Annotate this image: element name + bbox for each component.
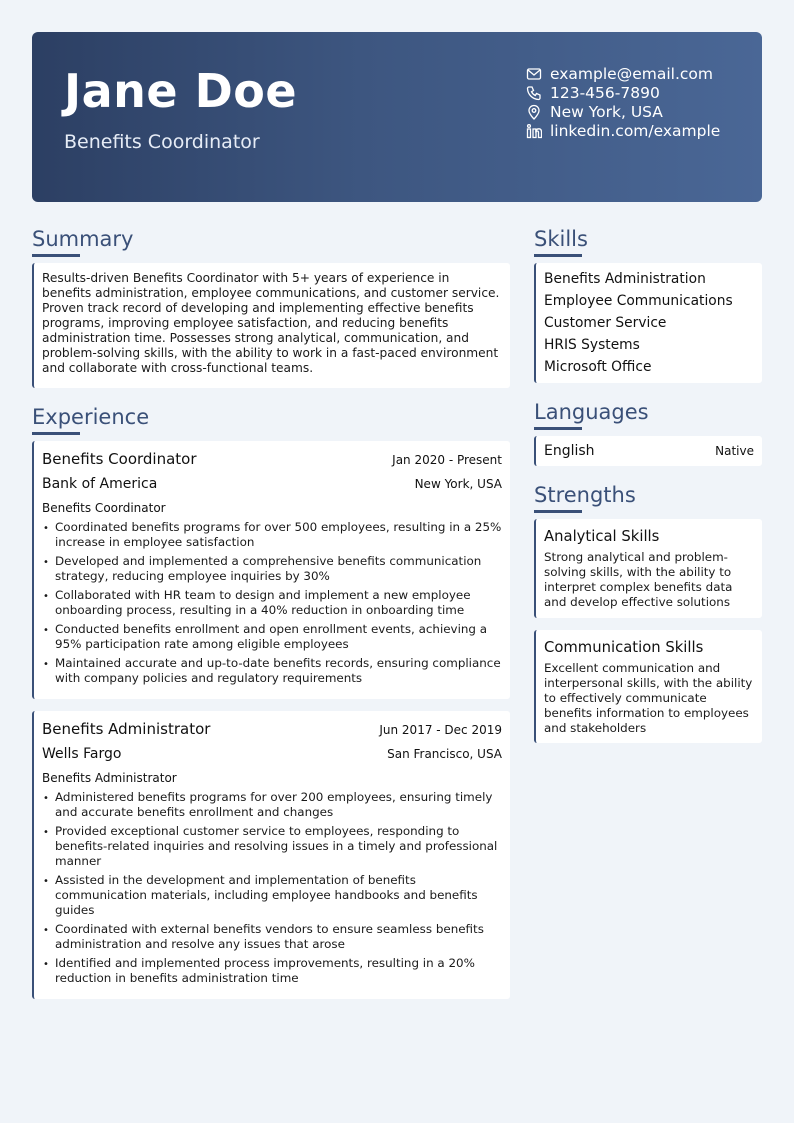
job-subtitle: Benefits Administrator (42, 771, 177, 785)
summary-heading: Summary (32, 227, 134, 251)
experience-heading: Experience (32, 405, 150, 429)
skill-item: Employee Communications (544, 293, 733, 309)
contact-phone-text: 123-456-7890 (550, 83, 660, 102)
job-dates: Jan 2020 - Present (392, 453, 502, 467)
job-bullet: • Provided exceptional customer service to employees, responding to benefits-related inquiries and resolving issues in a timely and professional manner (42, 824, 502, 869)
contact-list (526, 64, 720, 140)
linkedin-icon (526, 123, 542, 139)
job-bullet: • Assisted in the development and implementation of benefits communication materials, including employee handbooks and benefits guides (42, 873, 502, 918)
skill-item: Microsoft Office (544, 359, 652, 375)
skills-heading-rule (534, 254, 582, 257)
skills-card (534, 263, 762, 383)
job-subtitle: Benefits Coordinator (42, 501, 166, 515)
right-column (534, 226, 762, 743)
job-bullet: • Administered benefits programs for over 200 employees, ensuring timely and accurate benefits enrollment and changes (42, 790, 502, 820)
summary-heading-rule (32, 254, 80, 257)
job-bullets (42, 520, 502, 686)
job-bullet: • Coordinated with external benefits vendors to ensure seamless benefits administration and resolve any issues that arose (42, 922, 502, 952)
skill-item: HRIS Systems (544, 337, 640, 353)
skills-heading: Skills (534, 227, 588, 251)
job-bullet: • Conducted benefits enrollment and open enrollment events, achieving a 95% participation rate among eligible employees (42, 622, 502, 652)
language-level: Native (715, 444, 754, 458)
strength-card (534, 630, 762, 743)
job-company: Wells Fargo (42, 746, 122, 762)
phone-icon (526, 85, 542, 101)
strength-card (534, 519, 762, 618)
job-bullets (42, 790, 502, 986)
job-location: New York, USA (414, 477, 502, 491)
skill-item: Benefits Administration (544, 271, 706, 287)
job-bullet: • Coordinated benefits programs for over 500 employees, resulting in a 25% increase in employee satisfaction (42, 520, 502, 550)
job-dates: Jun 2017 - Dec 2019 (379, 723, 502, 737)
job-company: Bank of America (42, 476, 158, 492)
job-bullet: • Developed and implemented a comprehensive benefits communication strategy, reducing employee inquiries by 30% (42, 554, 502, 584)
contact-phone[interactable] (526, 83, 720, 102)
job-card (32, 711, 510, 999)
envelope-icon (526, 66, 542, 82)
job-location: San Francisco, USA (387, 747, 502, 761)
candidate-role: Benefits Coordinator (64, 131, 260, 153)
contact-linkedin[interactable] (526, 121, 720, 140)
job-card (32, 441, 510, 699)
language-name: English (544, 443, 595, 459)
job-title: Benefits Administrator (42, 720, 211, 738)
location-pin-icon (526, 104, 542, 120)
left-column (32, 226, 510, 999)
strengths-heading-rule (534, 510, 582, 513)
language-card (534, 436, 762, 466)
job-bullet: • Collaborated with HR team to design and implement a new employee onboarding process, resulting in a 40% reduction in onboarding time (42, 588, 502, 618)
languages-heading-rule (534, 427, 582, 430)
strength-title: Analytical Skills (544, 528, 660, 545)
languages-heading: Languages (534, 400, 649, 424)
contact-email-text: example@email.com (550, 64, 713, 83)
job-bullet: • Maintained accurate and up-to-date benefits records, ensuring compliance with company policies and regulatory requirements (42, 656, 502, 686)
resume-header (32, 32, 762, 202)
strength-text: Excellent communication and interpersonal skills, with the ability to effectively communicate benefits information to employees and stakeholders (544, 661, 753, 735)
summary-text: Results-driven Benefits Coordinator with 5+ years of experience in benefits administration, employee communications, and customer service. Proven track record of developing and implementing effective benefits programs, improving employee satisfaction, and reducing benefits administration time. Possesses strong analytical, communication, and problem-solving skills, with the ability to work in a fast-paced environment and collaborate with cross-functional teams. (42, 271, 500, 375)
contact-email[interactable] (526, 64, 720, 83)
strengths-heading: Strengths (534, 483, 636, 507)
experience-heading-rule (32, 432, 80, 435)
contact-linkedin-text: linkedin.com/example (550, 121, 721, 140)
strength-title: Communication Skills (544, 639, 704, 656)
contact-location (526, 102, 720, 121)
candidate-name: Jane Doe (64, 64, 298, 118)
job-title: Benefits Coordinator (42, 450, 197, 468)
summary-card (32, 263, 510, 388)
contact-location-text: New York, USA (550, 102, 663, 121)
job-bullet: • Identified and implemented process improvements, resulting in a 20% reduction in benefits administration time (42, 956, 502, 986)
skill-item: Customer Service (544, 315, 667, 331)
strength-text: Strong analytical and problem-solving skills, with the ability to interpret complex benefits data and develop effective solutions (544, 550, 733, 609)
